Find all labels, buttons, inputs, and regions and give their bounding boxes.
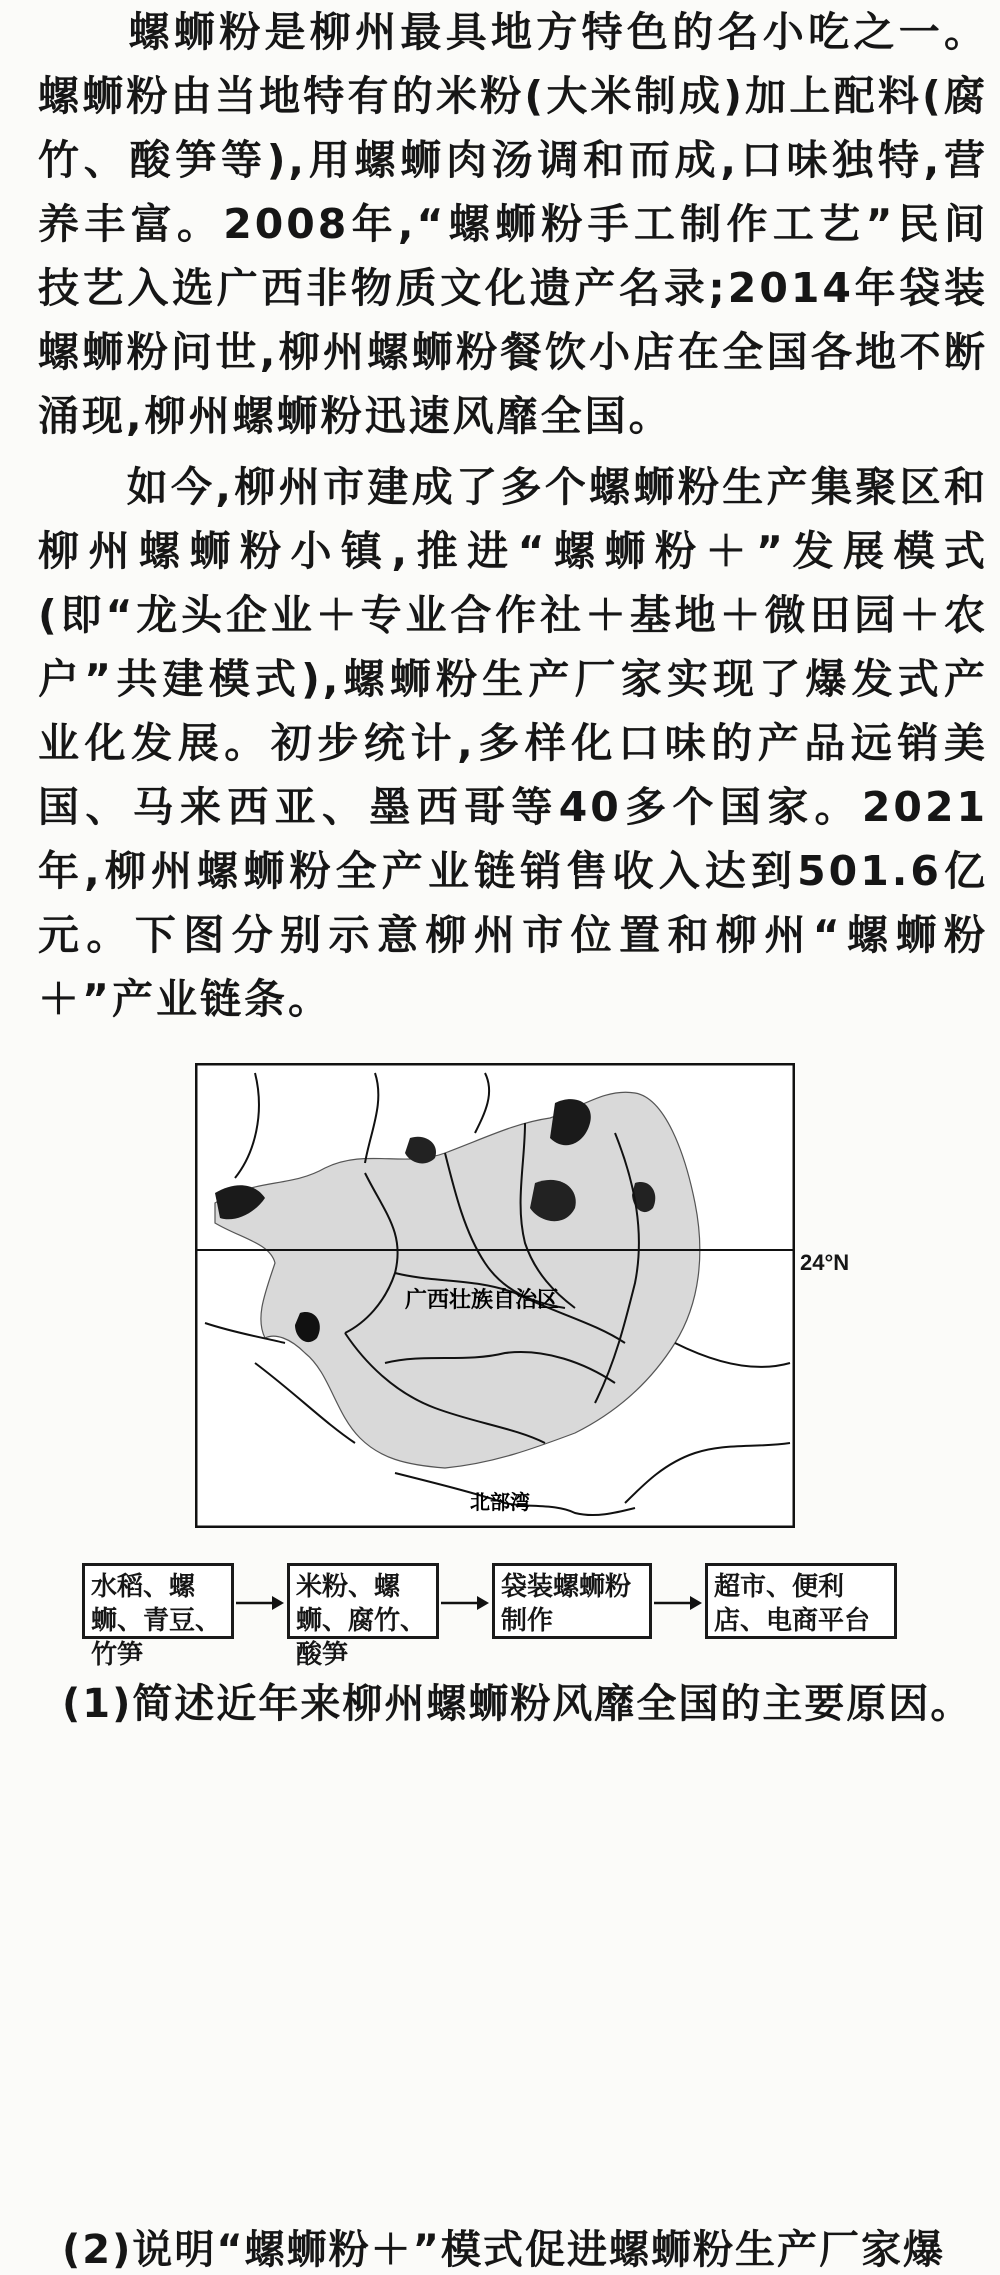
chain-arrow	[441, 1593, 489, 1613]
intro-paragraph: 螺蛳粉是柳州最具地方特色的名小吃之一。螺蛳粉由当地特有的米粉(大米制成)加上配料(腐竹、酸笋等),用螺蛳肉汤调和而成,口味独特,营养丰富。2008年,“螺蛳粉手工制作工艺”民间技艺入选广西非物质文化遗产名录;2014年袋装螺蛳粉问世,柳州螺蛳粉餐饮小店在全国各地不断涌现,柳州螺蛳粉迅速风靡全国。	[38, 8, 988, 440]
question-2: (2)说明“螺蛳粉＋”模式促进螺蛳粉生产厂家爆	[62, 2227, 945, 2273]
chain-arrow	[236, 1593, 284, 1613]
industry-chain	[82, 1563, 932, 1670]
chain-arrow	[654, 1593, 702, 1613]
chain-box-raw-materials: 水稻、螺蛳、青豆、竹笋	[82, 1563, 234, 1639]
chain-box-sales-channels: 超市、便利店、电商平台	[705, 1563, 897, 1639]
latitude-label: 24°N	[800, 1250, 850, 1275]
map-svg	[195, 1063, 795, 1528]
region-label: 广西壮族自治区	[405, 1288, 560, 1313]
sea-label: 北部湾	[470, 1490, 530, 1514]
chain-box-ingredients: 米粉、螺蛳、腐竹、酸笋	[287, 1563, 439, 1639]
guangxi-map	[195, 1063, 795, 1528]
development-paragraph: 如今,柳州市建成了多个螺蛳粉生产集聚区和柳州螺蛳粉小镇,推进“螺蛳粉＋”发展模式(即“龙头企业＋专业合作社＋基地＋微田园＋农户”共建模式),螺蛳粉生产厂家实现了爆发式产业化发展。初步统计,多样化口味的产品远销美国、马来西亚、墨西哥等40多个国家。2021年,柳州螺蛳粉全产业链销售收入达到501.6亿元。下图分别示意柳州市位置和柳州“螺蛳粉＋”产业链条。	[38, 463, 988, 1023]
question-1: (1)简述近年来柳州螺蛳粉风靡全国的主要原因。	[62, 1681, 973, 1727]
chain-box-production: 袋装螺蛳粉制作	[492, 1563, 652, 1639]
